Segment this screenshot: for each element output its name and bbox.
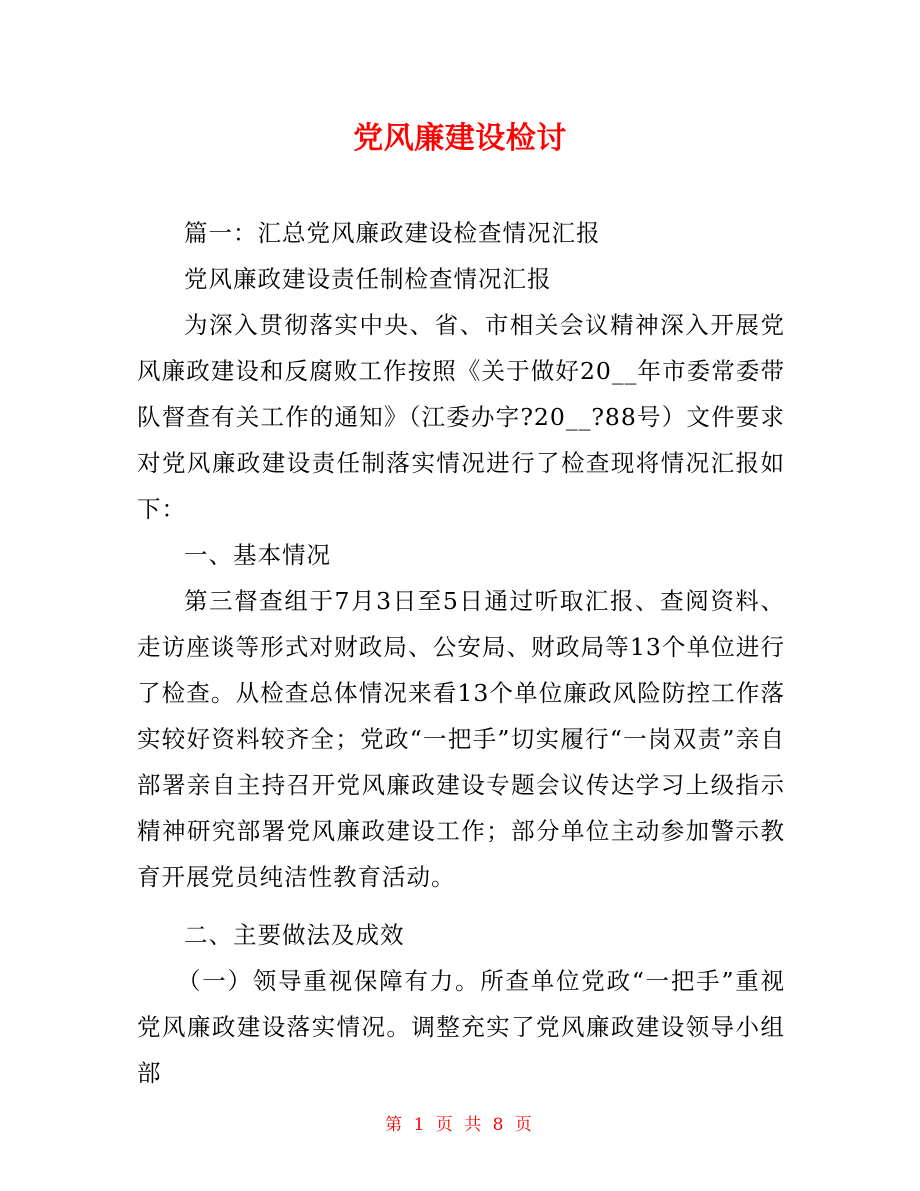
paragraph-section-heading: 篇一：汇总党风廉政建设检查情况汇报 [184, 219, 601, 247]
paragraph-intro: 为深入贯彻落实中央、省、市相关会议精神深入开展党风廉政建设和反腐败工作按照《关于做好20__年市委常委带队督查有关工作的通知》（江委办字?20__?88号）文件要求对党风廉政建设责任制落实情况进行了检查现将情况汇报如下： [137, 311, 785, 523]
paragraph-heading-basic: 一、基本情况 [184, 541, 331, 569]
page-number-footer: 第 1 页 共 8 页 [385, 1115, 535, 1135]
paragraph-basic-situation: 第三督查组于7月3日至5日通过听取汇报、查阅资料、走访座谈等形式对财政局、公安局、财政局等13个单位进行了检查。从检查总体情况来看13个单位廉政风险防控工作落实较好资料较齐全；党政“一把手”切实履行“一岗双责”亲自部署亲自主持召开党风廉政建设专题会议传达学习上级指示精神研究部署党风廉政建设工作；部分单位主动参加警示教育开展党员纯洁性教育活动。 [137, 587, 785, 891]
document-body [137, 210, 785, 1096]
paragraph-leadership: （一）领导重视保障有力。所查单位党政“一把手”重视党风廉政建设落实情况。调整充实了党风廉政建设领导小组部 [137, 967, 785, 1087]
paragraph-heading-methods: 二、主要做法及成效 [184, 921, 405, 949]
document-title: 党风廉建设检讨 [353, 121, 567, 156]
paragraph-report-title: 党风廉政建设责任制检查情况汇报 [184, 265, 552, 293]
